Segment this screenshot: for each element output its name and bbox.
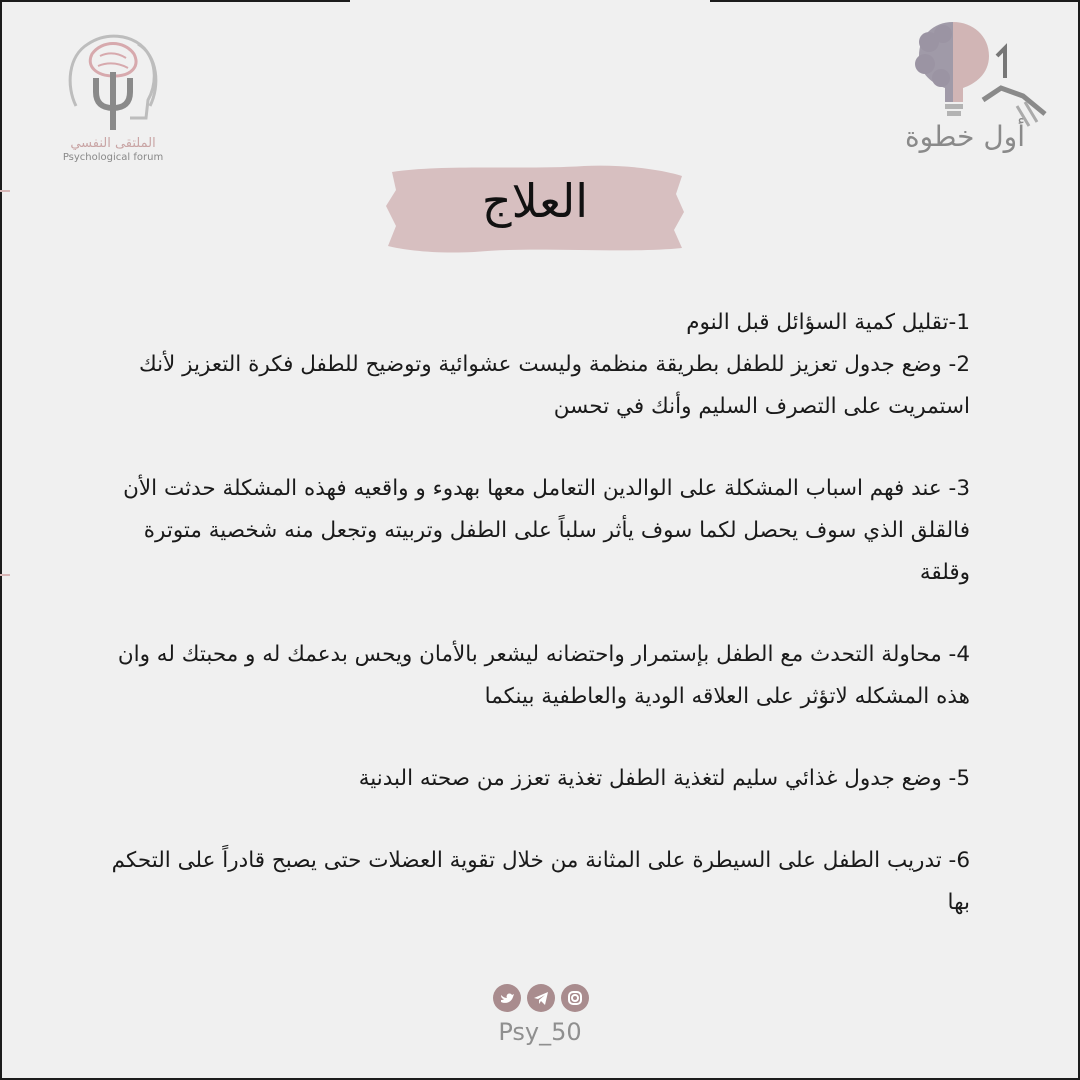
logo-right-brand: أول خطوة (905, 120, 1025, 153)
frame-left (0, 0, 2, 1080)
top-border-right (710, 0, 1080, 2)
top-border-left (0, 0, 350, 2)
list-item: 6- تدريب الطفل على السيطرة على المثانة من خلال تقوية العضلات حتى يصبح قادراً على التحكم بها (111, 848, 970, 915)
list-item: 3- عند فهم اسباب المشكلة على الوالدين التعامل معها بهدوء و واقعيه فهذه المشكلة حدثت الأن فالقلق الذي سوف يحصل لكما سوف يأثر سلباً على الطفل وتربيته وتجعل منه شخصية متوترة وقلقة (123, 476, 970, 585)
social-handle[interactable]: Psy_50 (498, 1018, 582, 1046)
spacer (110, 428, 970, 468)
telegram-icon[interactable] (527, 984, 555, 1012)
social-icons (493, 984, 593, 1014)
psychological-forum-logo (48, 26, 178, 176)
logo-left-english: Psychological forum (62, 152, 164, 163)
lightbulb-brain-icon (905, 18, 1055, 128)
side-dash (0, 574, 10, 576)
treatment-list (110, 302, 970, 924)
first-step-logo (905, 18, 1055, 168)
spacer (110, 718, 970, 758)
page-title: العلاج (481, 174, 589, 228)
spacer (110, 594, 970, 634)
list-item: 4- محاولة التحدث مع الطفل بإستمرار واحتضانه ليشعر بالأمان ويحس بدعمك له و محبتك له وان هذه المشكله لاتؤثر على العلاقه الودية والعاطفية بينكما (117, 642, 970, 709)
instagram-icon[interactable] (561, 984, 589, 1012)
list-item: 2- وضع جدول تعزيز للطفل بطريقة منظمة وليست عشوائية وتوضيح للطفل فكرة التعزيز لأنك استمريت على التصرف السليم وأنك في تحسن (138, 352, 970, 419)
psi-brain-icon (58, 26, 168, 136)
list-item: 1-تقليل كمية السؤائل قبل النوم (686, 310, 970, 335)
twitter-icon[interactable] (493, 984, 521, 1012)
side-dash (0, 190, 10, 192)
list-item: 5- وضع جدول غذائي سليم لتغذية الطفل تغذية تعزز من صحته البدنية (358, 766, 970, 791)
spacer (110, 800, 970, 840)
logo-left-arabic: الملتقى النفسي (70, 136, 156, 151)
title-banner (384, 160, 686, 256)
